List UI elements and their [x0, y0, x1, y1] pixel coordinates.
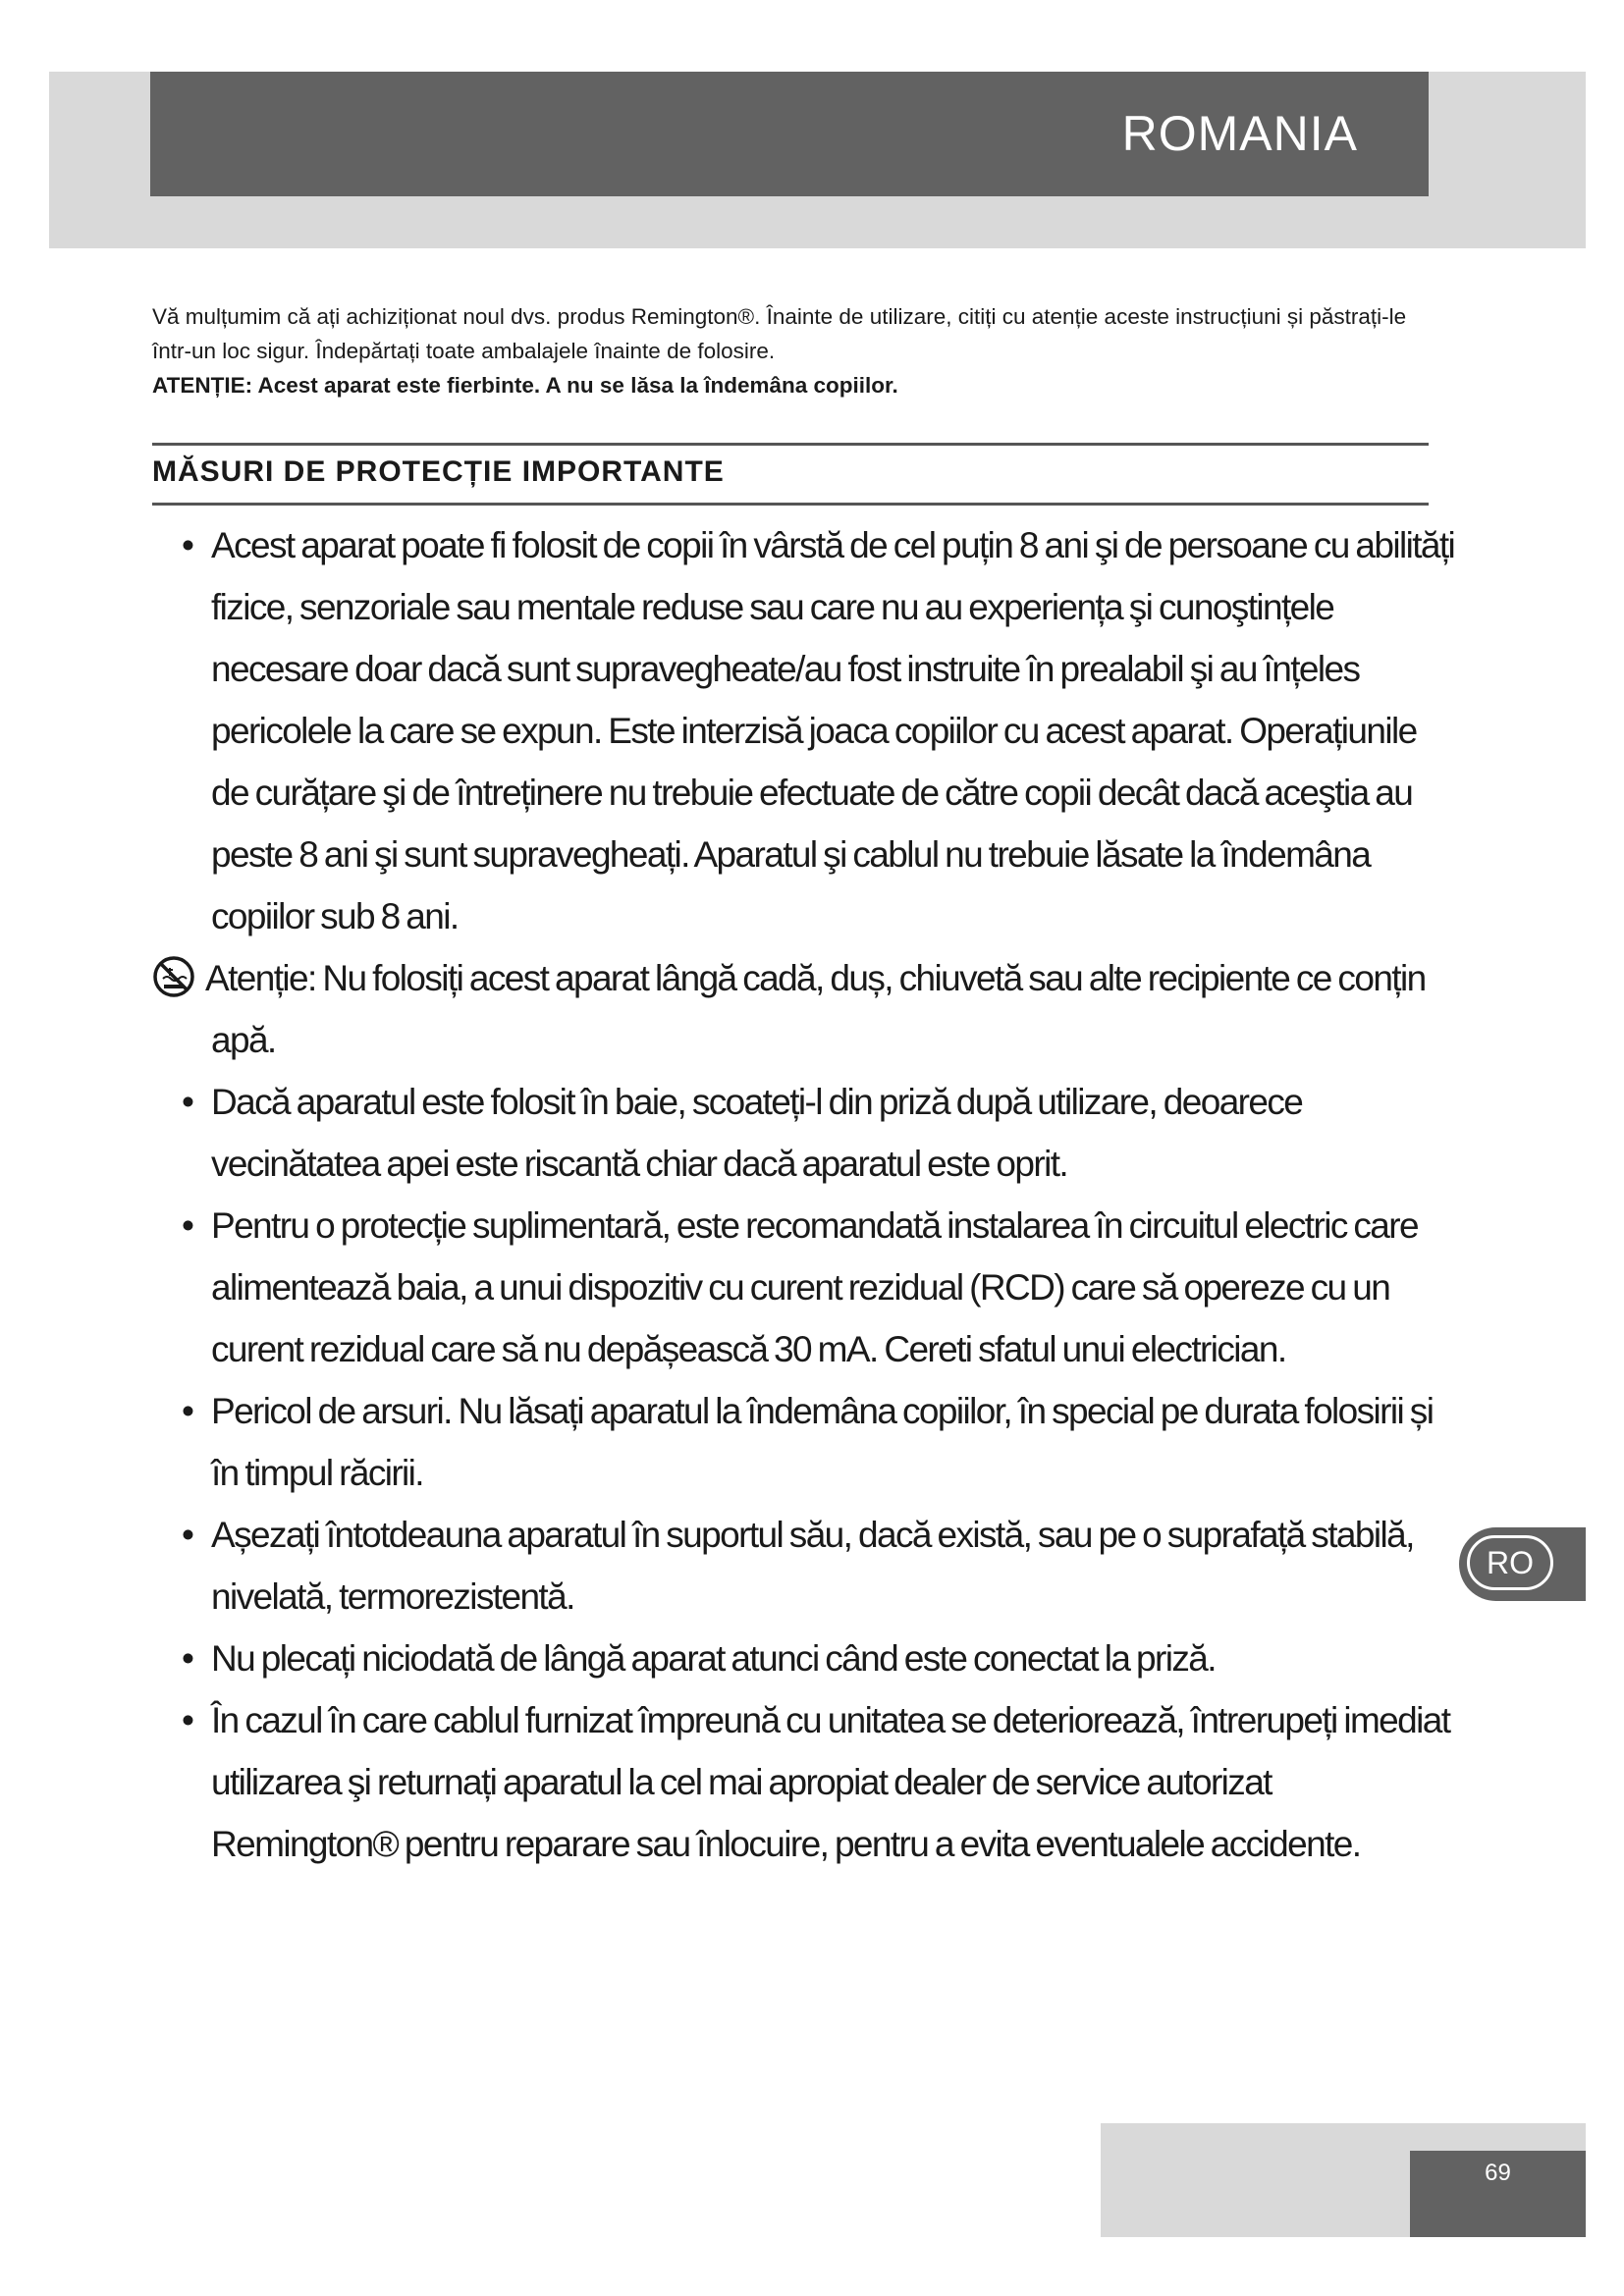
- bullet-marker: •: [182, 1205, 193, 1246]
- no-water-icon: [152, 955, 195, 998]
- safety-list: [152, 514, 1458, 1875]
- list-item-text: Atenție: Nu folosiți acest aparat lângă cadă, duș, chiuvetă sau alte recipiente ce conțin apă.: [205, 958, 1426, 1060]
- list-item-text: Nu plecați niciodată de lângă aparat atunci când este conectat la priză.: [211, 1638, 1216, 1679]
- language-badge: RO: [1467, 1535, 1553, 1590]
- bullet-marker: •: [182, 1391, 193, 1431]
- list-item: [152, 1071, 1458, 1195]
- list-item: [152, 1380, 1458, 1504]
- bullet-marker: •: [182, 1082, 193, 1122]
- intro-paragraph: Vă mulțumim că ați achiziționat noul dvs. produs Remington®. Înainte de utilizare, citiți cu atenție aceste instrucțiuni și păstrați-le într-un loc sigur. Îndepărtați toate ambalajele înainte de folosire.: [152, 304, 1407, 363]
- heading-rule-top: [152, 443, 1429, 446]
- section-heading: MĂSURI DE PROTECȚIE IMPORTANTE: [152, 455, 725, 488]
- list-item-text: În cazul în care cablul furnizat împreună cu unitatea se deteriorează, întrerupeți imediat utilizarea şi returnați aparatul la cel mai apropiat dealer de service autorizat Remington® pentru reparare sau înlocuire, pentru a evita eventualele accidente.: [211, 1700, 1450, 1864]
- list-item: [152, 1689, 1458, 1875]
- list-item-text: Așezați întotdeauna aparatul în suportul său, dacă există, sau pe o suprafață stabilă, nivelată, termorezistentă.: [211, 1515, 1414, 1617]
- header-bar: [150, 72, 1429, 196]
- language-title: ROMANIA: [1121, 106, 1358, 161]
- language-side-tab: [1459, 1527, 1586, 1601]
- list-item: [152, 1195, 1458, 1380]
- intro-warning: ATENȚIE: Acest aparat este fierbinte. A nu se lăsa la îndemâna copiilor.: [152, 373, 898, 398]
- footer-box: [1410, 2151, 1586, 2237]
- list-item-text: Pericol de arsuri. Nu lăsați aparatul la îndemâna copiilor, în special pe durata folosirii și în timpul răcirii.: [211, 1391, 1434, 1493]
- list-item: [152, 1628, 1458, 1689]
- list-item-text: Pentru o protecție suplimentară, este recomandată instalarea în circuitul electric care alimentează baia, a unui dispozitiv cu curent rezidual (RCD) care să opereze cu un curent rezidual care să nu depășească 30 mA. Cereti sfatul unui electrician.: [211, 1205, 1418, 1369]
- bullet-marker: •: [182, 1700, 193, 1740]
- list-item: [152, 514, 1458, 947]
- list-item: [152, 1504, 1458, 1628]
- list-item-text: Acest aparat poate fi folosit de copii în vârstă de cel puțin 8 ani şi de persoane cu abilități fizice, senzoriale sau mentale reduse sau care nu au experiența şi cunoştințele necesare doar dacă sunt supravegheate/au fost instruite în prealabil şi au înțeles pericolele la care se expun. Este interzisă joaca copiilor cu acest aparat. Operațiunile de curățare şi de întreținere nu trebuie efectuate de către copii decât dacă aceştia au peste 8 ani şi sunt supravegheați. Aparatul şi cablul nu trebuie lăsate la îndemâna copiilor sub 8 ani.: [211, 525, 1455, 936]
- page-number: 69: [1485, 2160, 1511, 2186]
- intro-text: [152, 299, 1429, 402]
- heading-rule-bottom: [152, 503, 1429, 506]
- bullet-marker: •: [182, 1638, 193, 1679]
- bullet-marker: •: [182, 1515, 193, 1555]
- bullet-marker: •: [182, 525, 193, 565]
- list-item-warning: [152, 947, 1458, 1071]
- list-item-text: Dacă aparatul este folosit în baie, scoateți-l din priză după utilizare, deoarece vecinătatea apei este riscantă chiar dacă aparatul este oprit.: [211, 1082, 1303, 1184]
